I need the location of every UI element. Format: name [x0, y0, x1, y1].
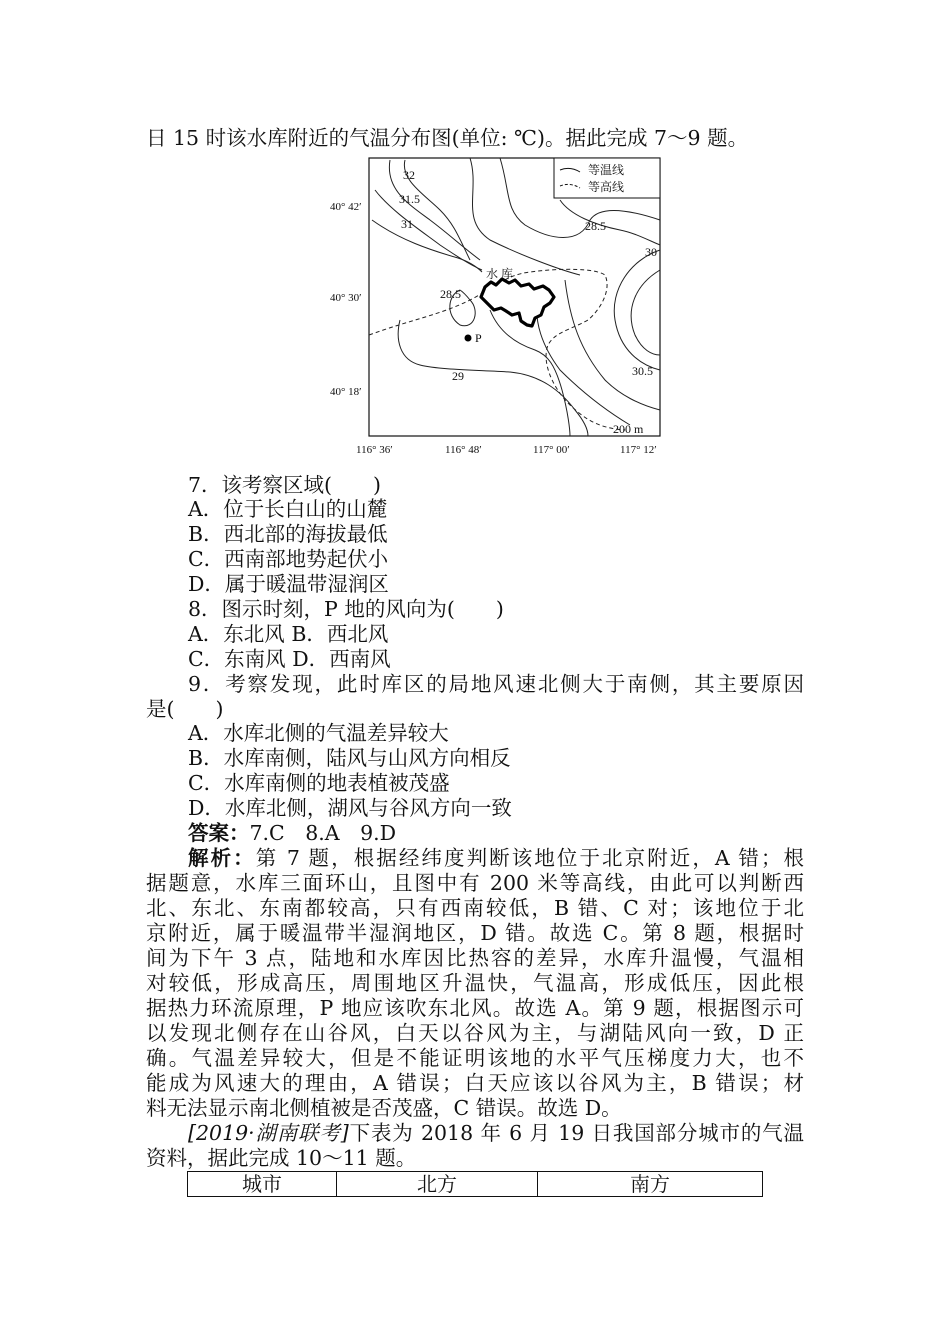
analysis-line: 北、东北、东南都较高，只有西南较低，B 错、C 对；该地位于北 [146, 896, 804, 920]
lon-label: 116° 36′ [356, 444, 393, 456]
lon-label: 117° 12′ [620, 444, 657, 456]
analysis-line: 确。气温差异较大，但是不能证明该地的水平气压梯度力大，也不 [146, 1046, 804, 1070]
reservoir-label: 水 库 [486, 267, 514, 281]
q9-stem-line1: 9．考察发现，此时库区的局地风速北侧大于南侧，其主要原因 [188, 672, 804, 696]
next-line1-rest: 下表为 2018 年 6 月 19 日我国部分城市的气温 [348, 1121, 804, 1145]
lon-label: 116° 48′ [445, 444, 482, 456]
analysis-last-line: 料无法显示南北侧植被是否茂盛，C 错误。故选 D。 [146, 1096, 622, 1120]
reservoir-shape [481, 279, 554, 326]
analysis-label: 解析： [188, 846, 256, 870]
contour-label: 200 m [613, 422, 644, 436]
point-p-marker [465, 335, 472, 342]
q7-stem: 7．该考察区域( ) [188, 473, 382, 497]
q9-option-b: B．水库南侧，陆风与山风方向相反 [188, 746, 511, 770]
analysis-line: 京附近，属于暖温带半湿润地区，D 错。故选 C。第 8 题，根据时 [146, 921, 804, 945]
table-header-cell: 北方 [337, 1172, 538, 1197]
q9-option-a: A．水库北侧的气温差异较大 [188, 721, 449, 745]
legend-contour: 等高线 [588, 180, 625, 194]
isotherm-label: 31 [401, 217, 413, 231]
isotherm-label: 28.5 [440, 287, 461, 301]
next-intro-line2: 资料，据此完成 10～11 题。 [146, 1146, 417, 1170]
isotherm-label: 30.5 [632, 364, 653, 378]
answer-label: 答案： [188, 821, 250, 845]
analysis-first-text: 第 7 题，根据经纬度判断该地位于北京附近，A 错；根 [255, 846, 804, 870]
isotherm-map [330, 150, 670, 458]
next-source: [2019·湖南联考] [188, 1121, 349, 1145]
legend-isotherm: 等温线 [588, 163, 625, 177]
analysis-line: 能成为风速大的理由，A 错误；白天应该以谷风为主，B 错误；材 [146, 1071, 804, 1095]
q9-stem-line2: 是( ) [146, 697, 224, 721]
isotherm-label: 28.5 [585, 219, 606, 233]
table-header-row [188, 1172, 763, 1197]
lon-label: 117° 00′ [533, 444, 570, 456]
point-p-label: P [475, 331, 482, 345]
q7-option-a: A．位于长白山的山麓 [188, 497, 388, 521]
q7-option-b: B．西北部的海拔最低 [188, 522, 388, 546]
table-header-cell: 城市 [188, 1172, 337, 1197]
q9-option-d: D．水库北侧，湖风与谷风方向一致 [188, 796, 512, 820]
answer-line [188, 821, 396, 845]
lat-label: 40° 18′ [330, 386, 362, 398]
table-header-cell: 南方 [538, 1172, 763, 1197]
q8-options-cd: C．东南风 D．西南风 [188, 647, 391, 671]
analysis-line: 据热力环流原理，P 地应该吹东北风。故选 A。第 9 题，根据图示可 [146, 996, 804, 1020]
lat-label: 40° 30′ [330, 292, 362, 304]
isotherm-label: 31.5 [399, 192, 420, 206]
answer-text: 7.C 8.A 9.D [249, 821, 397, 845]
next-intro-line1 [188, 1121, 804, 1145]
q8-options-ab: A．东北风 B．西北风 [188, 622, 389, 646]
isotherm-label: 32 [403, 168, 415, 182]
intro-text: 日 15 时该水库附近的气温分布图(单位: ℃)。据此完成 7～9 题。 [146, 126, 749, 150]
q8-stem: 8．图示时刻，P 地的风向为( ) [188, 597, 504, 621]
isotherm-label: 29 [452, 369, 464, 383]
city-temperature-table [187, 1171, 763, 1197]
q9-option-c: C．水库南侧的地表植被茂盛 [188, 771, 450, 795]
analysis-first-line [188, 846, 804, 870]
analysis-line: 对较低，形成高压，周围地区升温快，气温高，形成低压，因此根 [146, 971, 804, 995]
lat-label: 40° 42′ [330, 201, 362, 213]
analysis-line: 据题意，水库三面环山，且图中有 200 米等高线，由此可以判断西 [146, 871, 804, 895]
isotherm-label: 30 [645, 245, 657, 259]
q7-option-c: C．西南部地势起伏小 [188, 547, 389, 571]
analysis-line: 间为下午 3 点，陆地和水库因比热容的差异，水库升温慢，气温相 [146, 946, 804, 970]
analysis-line: 以发现北侧存在山谷风，白天以谷风为主，与湖陆风向一致，D 正 [146, 1021, 804, 1045]
q7-option-d: D．属于暖温带湿润区 [188, 572, 389, 596]
